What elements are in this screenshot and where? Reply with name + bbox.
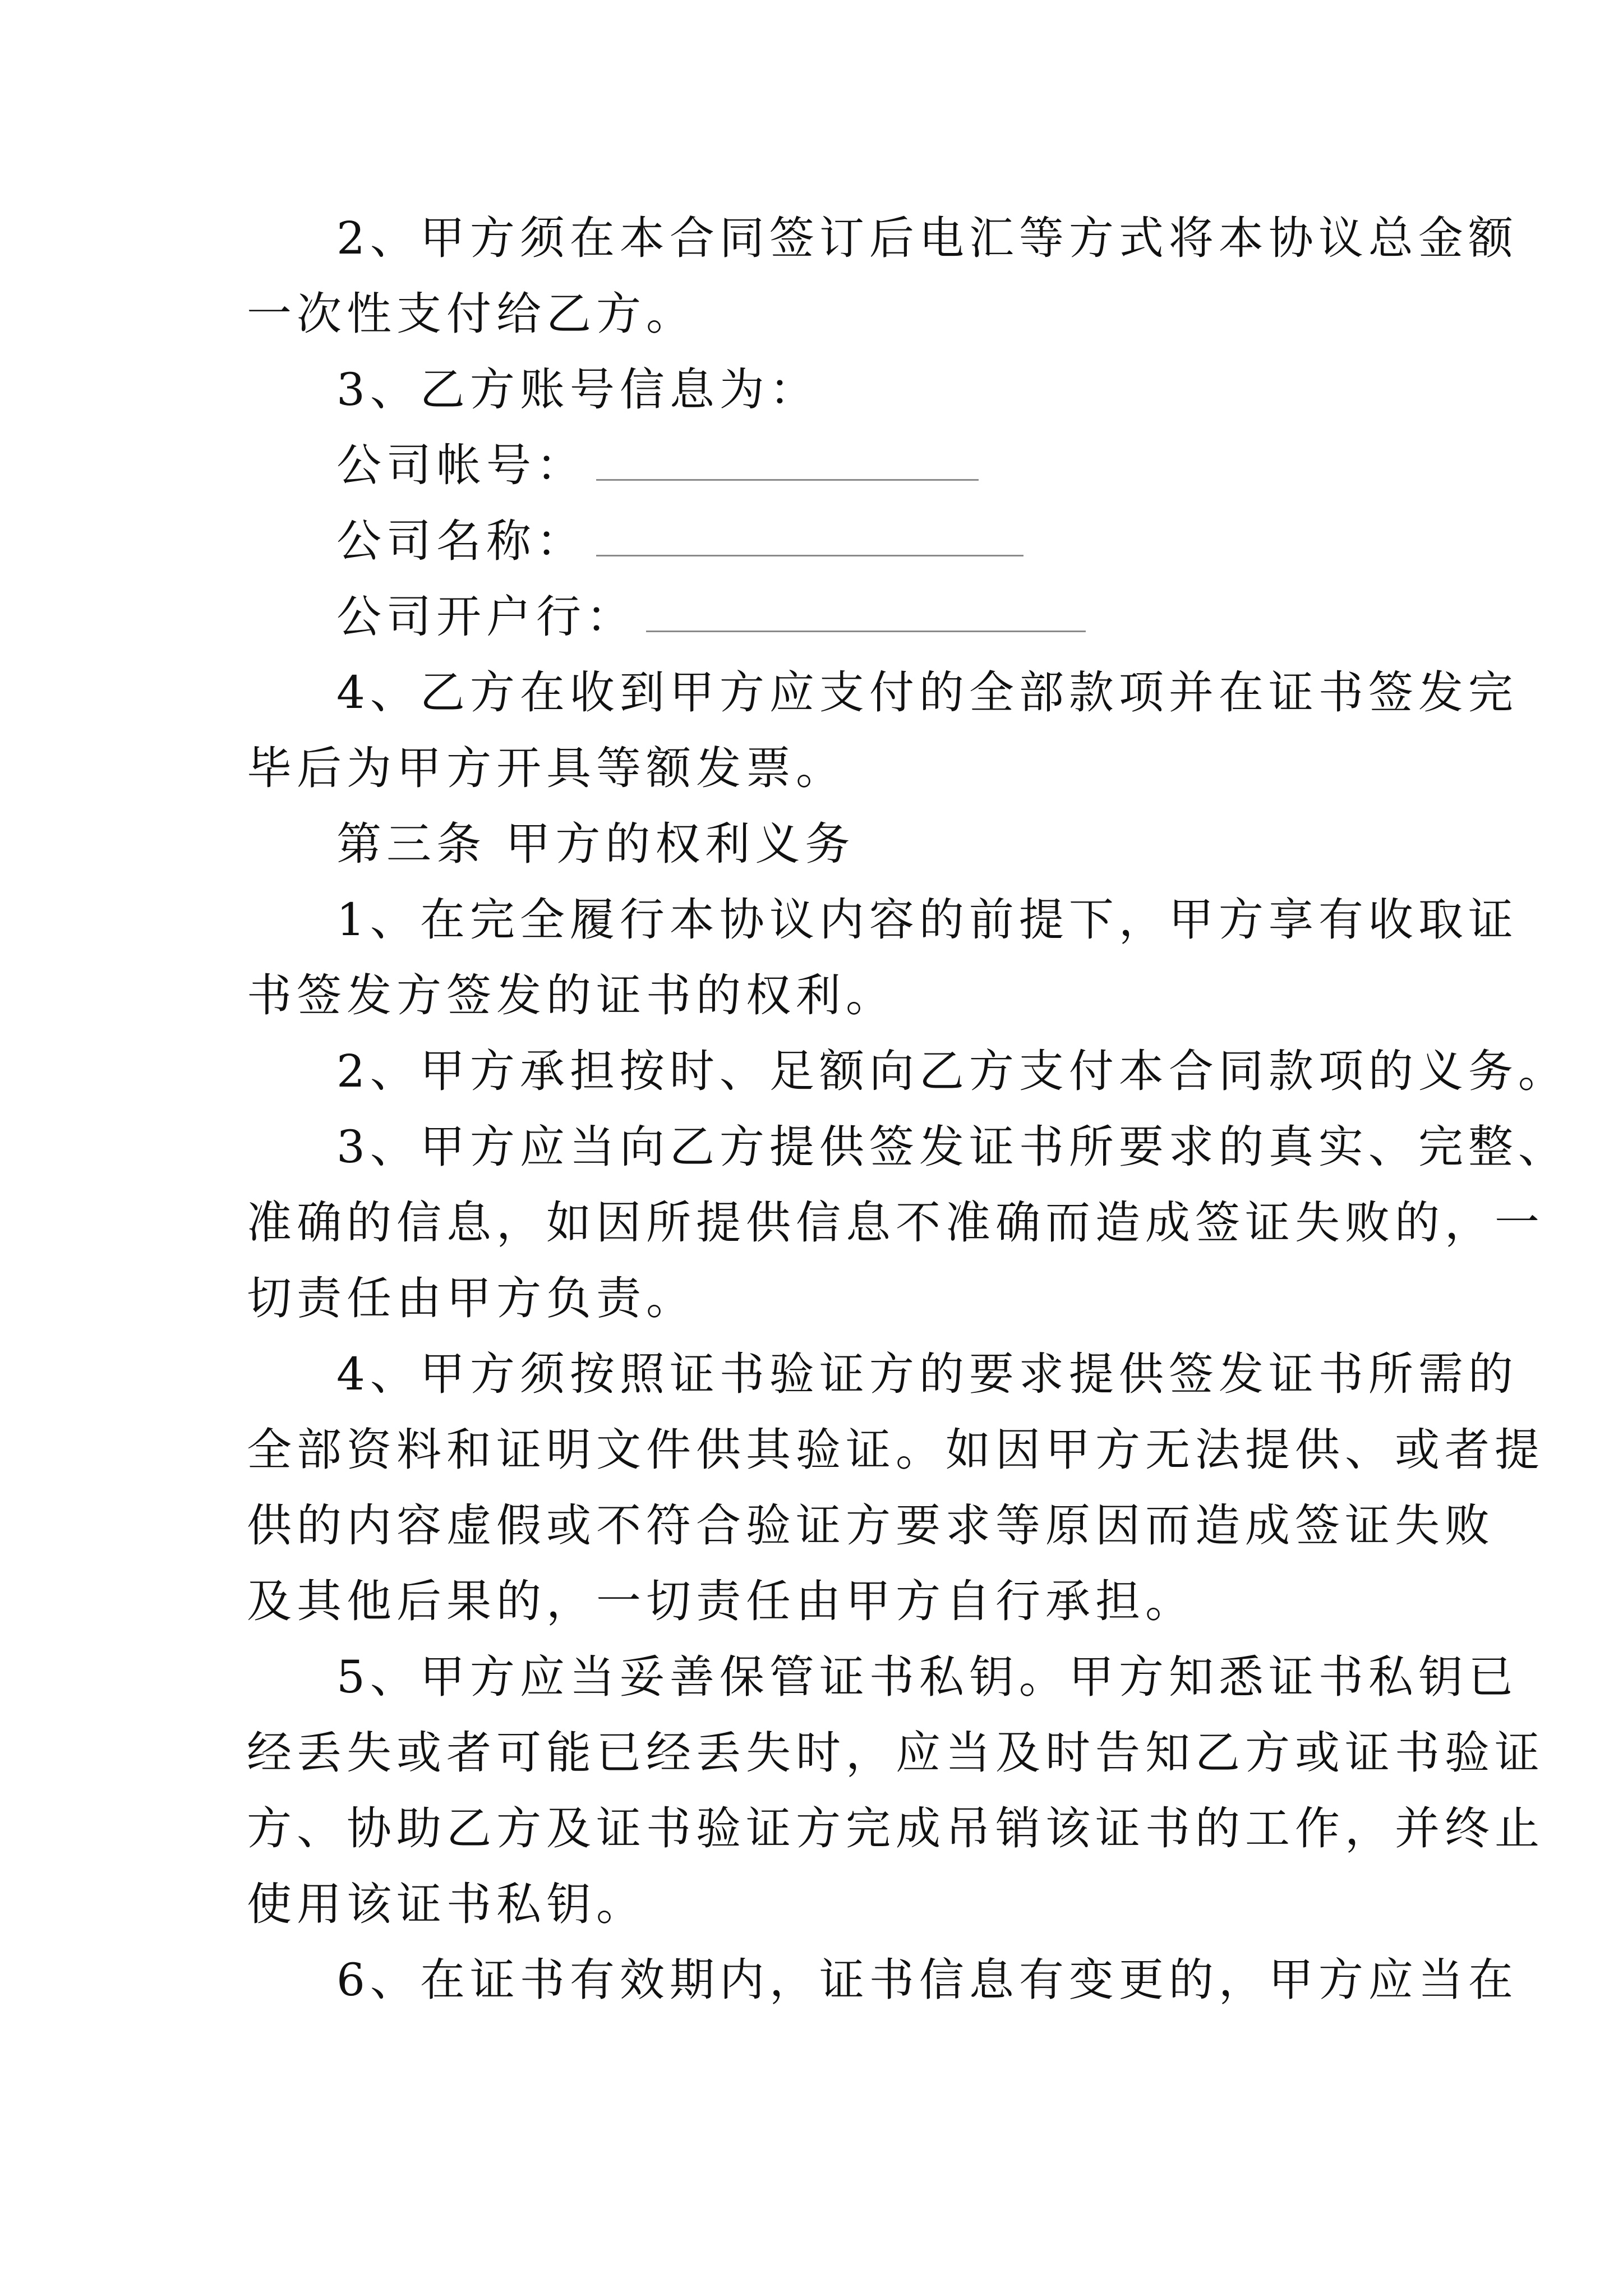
rights-4-line-2: 全部资料和证明文件供其验证。如因甲方无法提供、或者提 bbox=[247, 1424, 1544, 1476]
rights-1-line-2: 书签发方签发的证书的权利。 bbox=[247, 969, 896, 1022]
account-blank bbox=[596, 473, 979, 481]
rights-5-line-4: 使用该证书私钥。 bbox=[247, 1878, 646, 1930]
rights-4-line-3: 供的内容虚假或不符合验证方要求等原因而造成签证失败 bbox=[247, 1499, 1495, 1552]
bank-blank bbox=[646, 625, 1086, 632]
rights-3-line-3: 切责任由甲方负责。 bbox=[247, 1272, 696, 1324]
clause-2-line-2: 一次性支付给乙方。 bbox=[247, 288, 696, 340]
company-name-label: 公司名称： bbox=[336, 515, 586, 567]
rights-5-line-3: 方、协助乙方及证书验证方完成吊销该证书的工作，并终止 bbox=[247, 1802, 1544, 1855]
rights-1-line-1: 1、在完全履行本协议内容的前提下，甲方享有收取证 bbox=[336, 894, 1518, 946]
rights-6-line-1: 6、在证书有效期内，证书信息有变更的，甲方应当在 bbox=[336, 1954, 1518, 2006]
bank-label: 公司开户行： bbox=[336, 591, 636, 643]
account-field bbox=[336, 438, 979, 494]
rights-5-line-1: 5、甲方应当妥善保管证书私钥。甲方知悉证书私钥已 bbox=[336, 1651, 1518, 1703]
account-label: 公司帐号： bbox=[336, 439, 586, 491]
clause-4-line-2: 毕后为甲方开具等额发票。 bbox=[247, 742, 846, 794]
rights-2-line-1: 2、甲方承担按时、足额向乙方支付本合同款项的义务。 bbox=[336, 1045, 1568, 1097]
rights-4-line-4: 及其他后果的，一切责任由甲方自行承担。 bbox=[247, 1575, 1195, 1627]
rights-3-line-1: 3、甲方应当向乙方提供签发证书所要求的真实、完整、 bbox=[336, 1121, 1568, 1173]
company-name-field bbox=[336, 513, 1023, 569]
clause-4-line-1: 4、乙方在收到甲方应支付的全部款项并在证书签发完 bbox=[336, 666, 1518, 719]
rights-5-line-2: 经丢失或者可能已经丢失时，应当及时告知乙方或证书验证 bbox=[247, 1727, 1544, 1779]
rights-4-line-1: 4、甲方须按照证书验证方的要求提供签发证书所需的 bbox=[336, 1348, 1518, 1400]
company-name-blank bbox=[596, 549, 1023, 556]
clause-3-line-1: 3、乙方账号信息为： bbox=[336, 364, 819, 416]
clause-2-line-1: 2、甲方须在本合同签订后电汇等方式将本协议总金额 bbox=[336, 212, 1518, 264]
rights-3-line-2: 准确的信息，如因所提供信息不准确而造成签证失败的，一 bbox=[247, 1197, 1544, 1249]
bank-field bbox=[336, 589, 1086, 645]
section-heading: 第三条 甲方的权利义务 bbox=[336, 818, 855, 870]
